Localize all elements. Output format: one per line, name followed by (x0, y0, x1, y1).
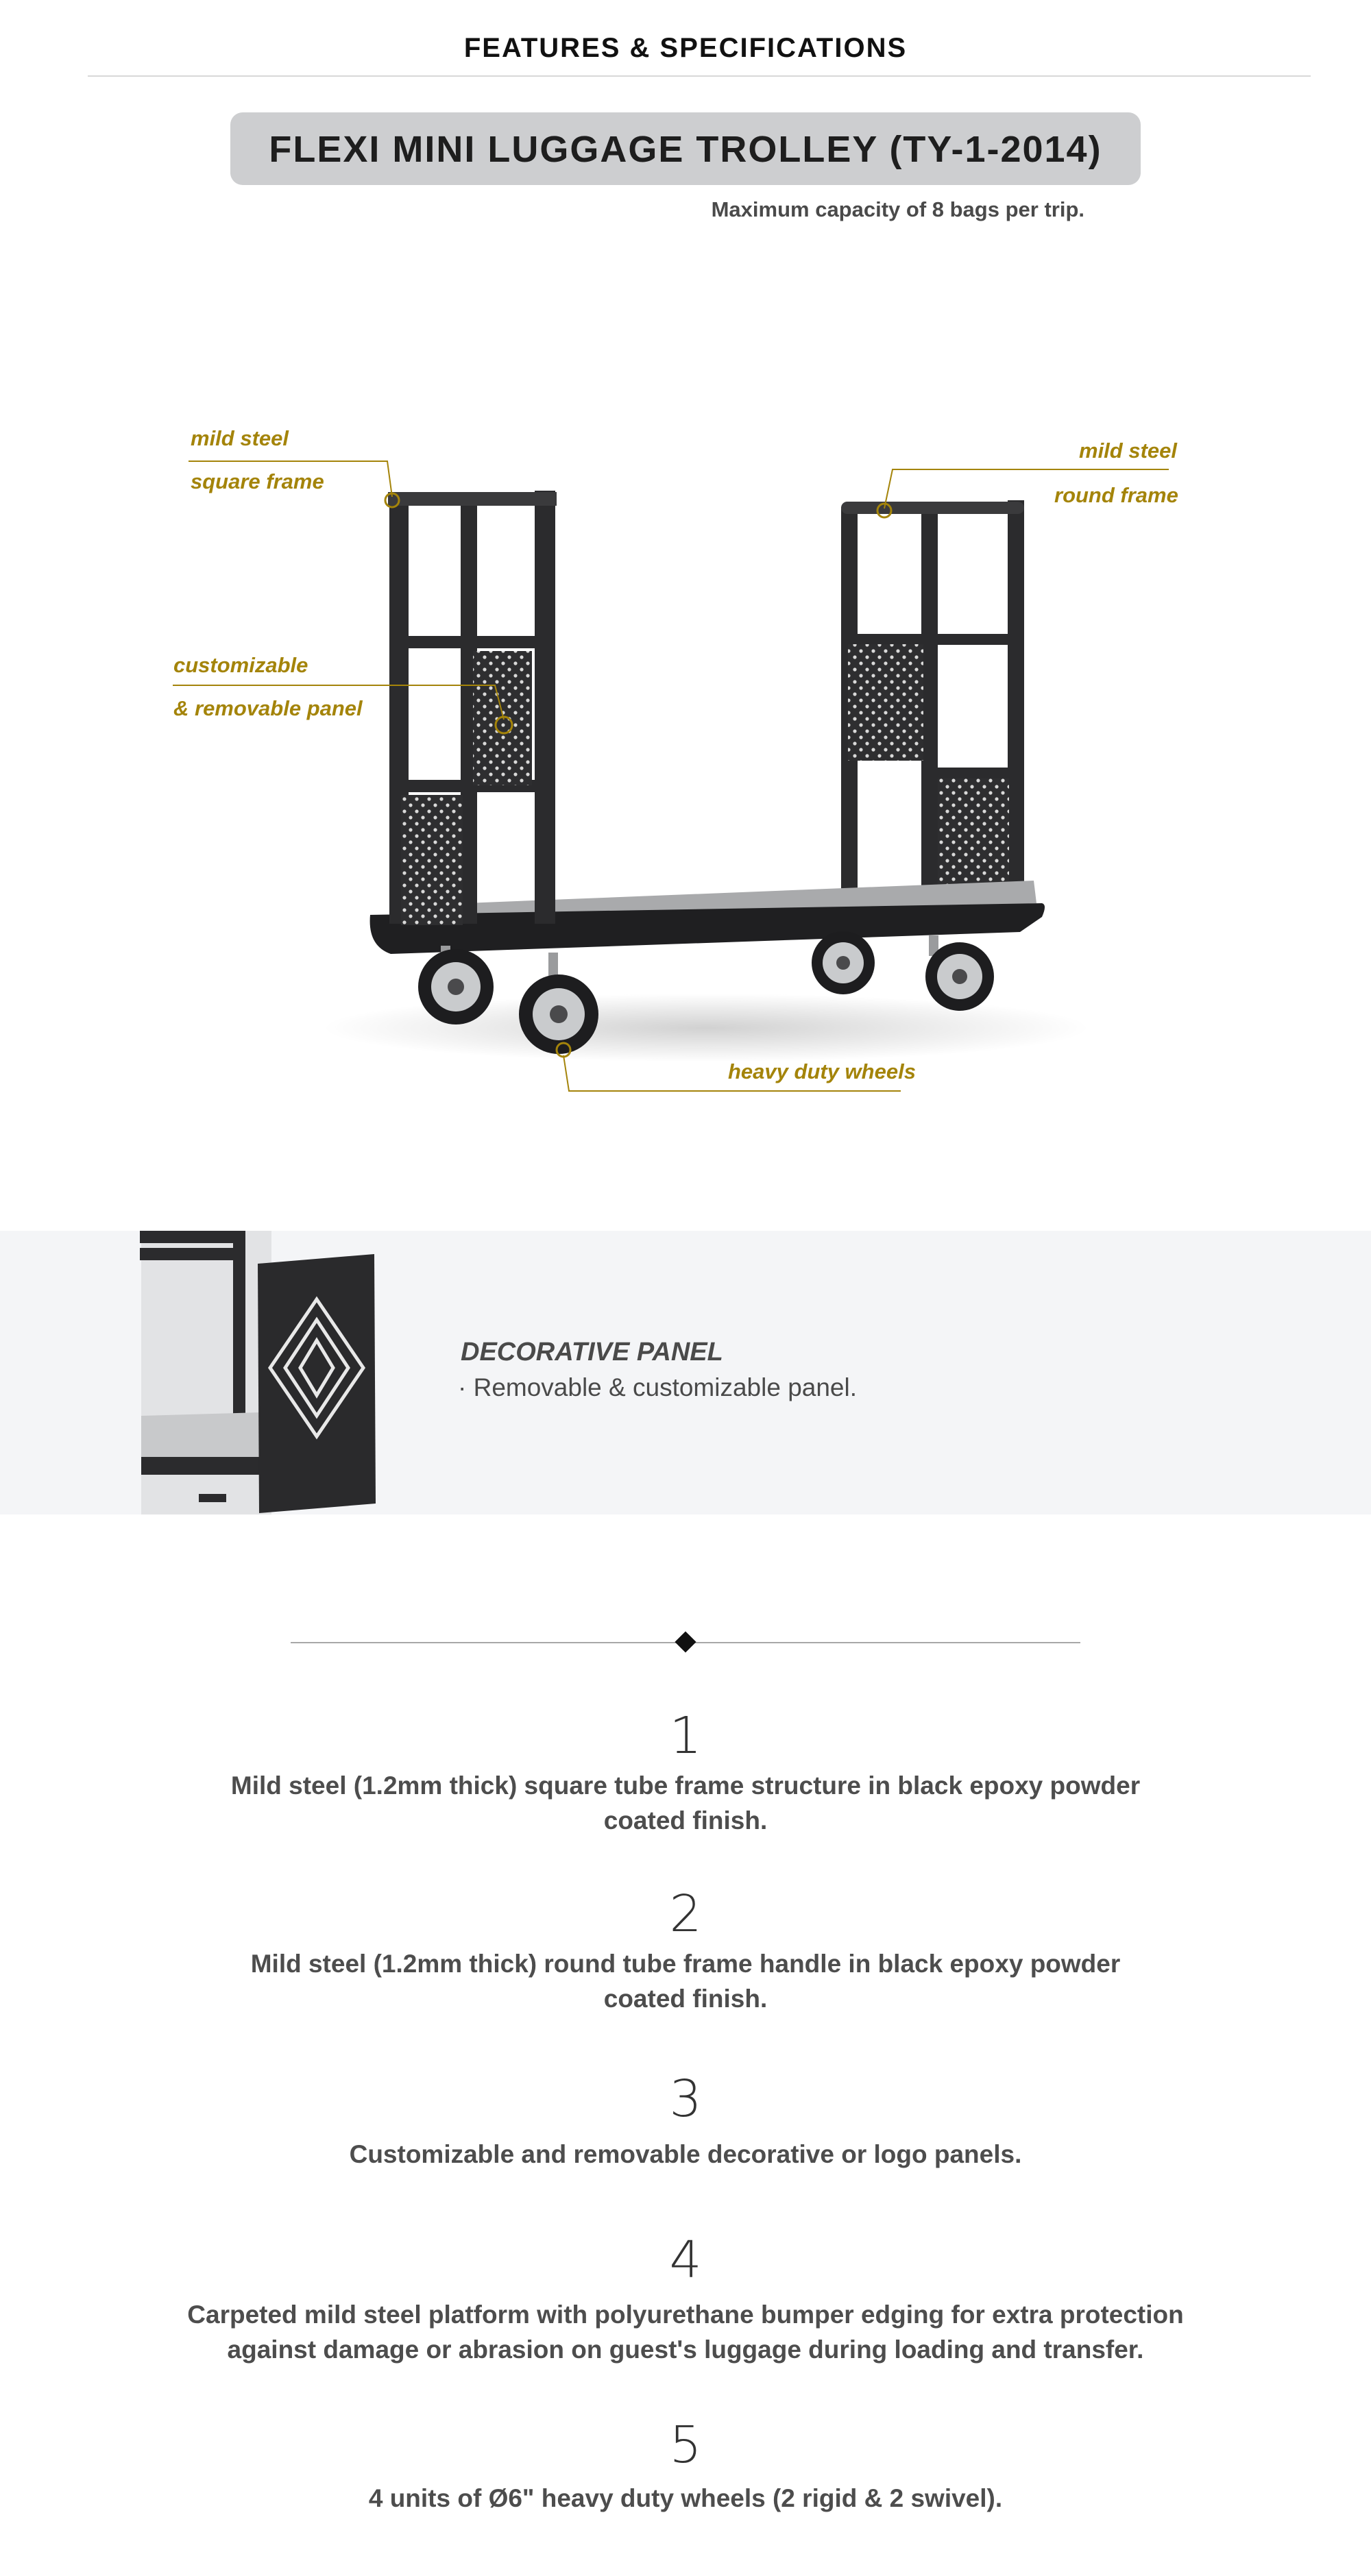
spec-number: 5 (669, 2416, 702, 2475)
front-perforated-panel-upper (473, 651, 532, 785)
callout-panel-line2: & removable panel (173, 696, 363, 720)
spec-number: 1 (669, 1706, 702, 1765)
spec-number: 4 (669, 2231, 702, 2290)
callout-square-frame-line2: square frame (191, 469, 324, 493)
rear-round-frame (841, 500, 1024, 895)
spec-text-line: coated finish. (603, 1985, 768, 2013)
spec-text-line: Mild steel (1.2mm thick) round tube frame handle in black epoxy powder (250, 1950, 1121, 1978)
header-divider (88, 75, 1311, 77)
spec-text-line: 4 units of Ø6" heavy duty wheels (2 rigid & 2 swivel). (368, 2484, 1003, 2512)
decorative-panel-description: · Removable & customizable panel. (458, 1373, 858, 1401)
decorative-panel-heading: DECORATIVE PANEL (461, 1338, 723, 1366)
rear-perforated-panel-upper (848, 644, 923, 761)
decorative-panel-image (130, 1231, 404, 1514)
spec-text-line: Carpeted mild steel platform with polyurethane bumper edging for extra protection (187, 2301, 1184, 2329)
wheel-rear-right (925, 935, 994, 1011)
product-title: FLEXI MINI LUGGAGE TROLLEY (TY-1-2014) (269, 129, 1102, 170)
callout-wheels: heavy duty wheels (728, 1059, 916, 1083)
spec-text-line: against damage or abrasion on guest's luggage during loading and transfer. (227, 2335, 1144, 2364)
spec-text-line: Mild steel (1.2mm thick) square tube frame structure in black epoxy powder (230, 1771, 1141, 1800)
diamond-icon (675, 1631, 696, 1652)
callout-panel-line1: customizable (173, 653, 308, 677)
front-perforated-panel-lower (401, 795, 463, 925)
section-title: FEATURES & SPECIFICATIONS (463, 33, 908, 63)
spec-number: 3 (669, 2070, 702, 2129)
callout-square-frame-line1: mild steel (191, 426, 289, 450)
wheel-rear-left (812, 931, 875, 994)
capacity-note: Maximum capacity of 8 bags per trip. (711, 197, 1084, 221)
logo-panel (258, 1254, 376, 1513)
spec-text-line: coated finish. (603, 1806, 768, 1835)
spec-number: 2 (669, 1885, 702, 1943)
wheel-front-left (418, 946, 494, 1025)
front-square-frame (388, 491, 557, 925)
rear-perforated-panel-lower (938, 778, 1009, 895)
callout-round-frame-line1: mild steel (1079, 439, 1177, 463)
callout-round-frame-line2: round frame (1054, 483, 1178, 507)
spec-text-line: Customizable and removable decorative or logo panels. (349, 2140, 1022, 2168)
wheel-front-right (519, 953, 598, 1054)
